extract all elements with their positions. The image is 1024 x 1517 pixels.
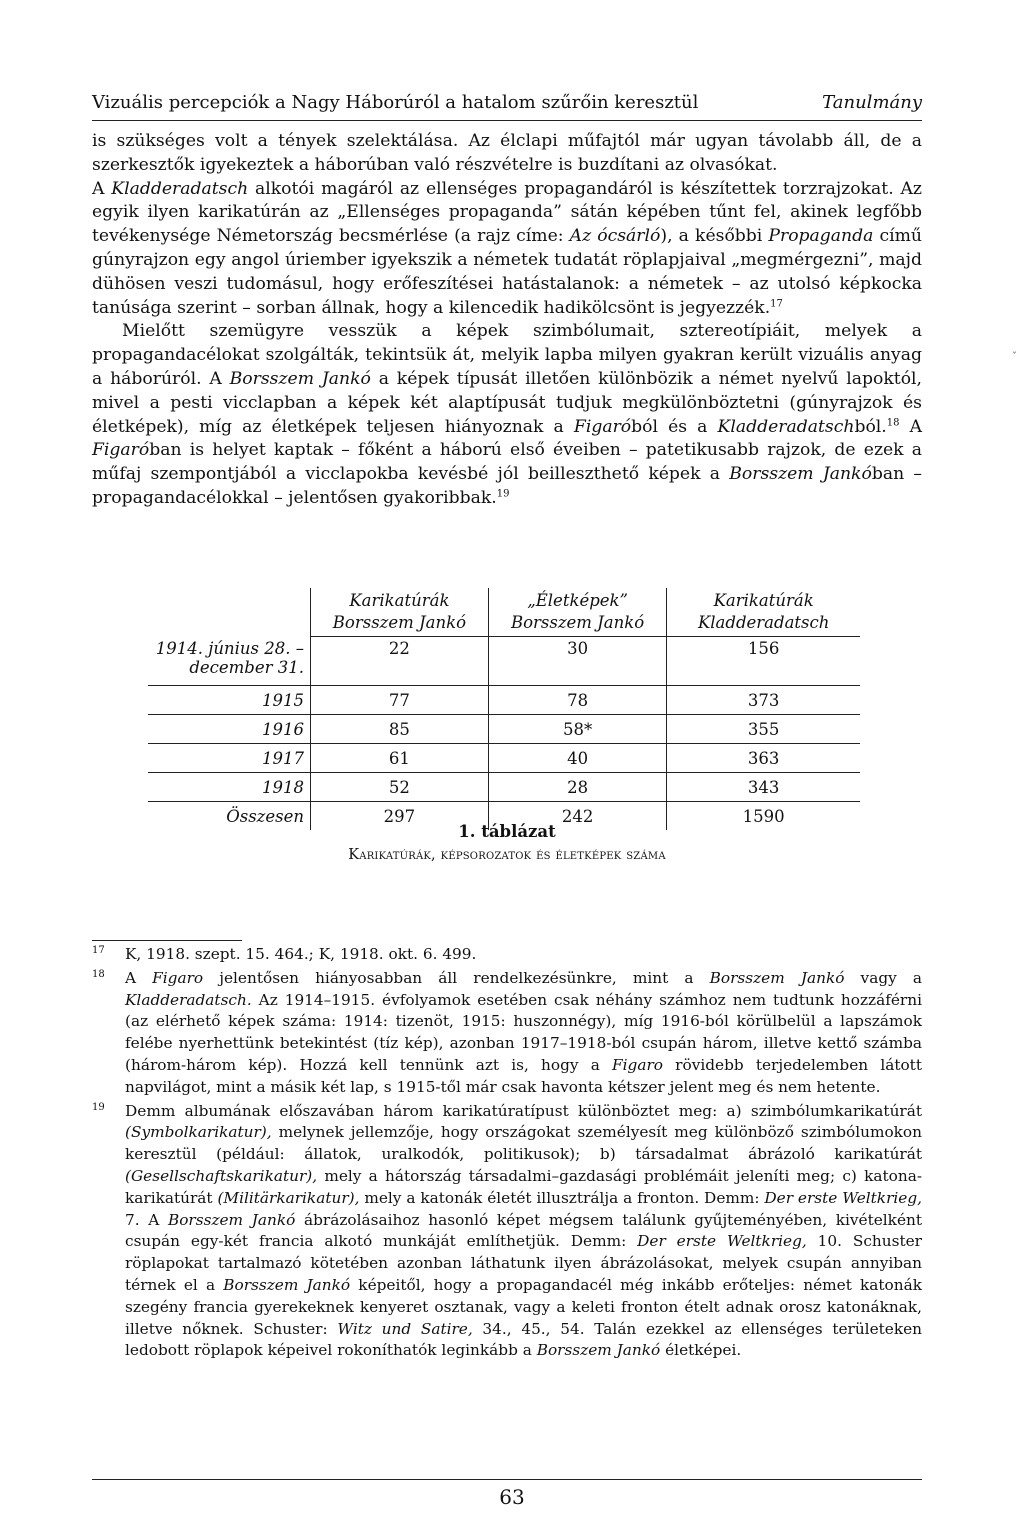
column-header: „Életképek” Borsszem Jankó xyxy=(488,588,666,637)
text-run: A xyxy=(92,178,112,199)
table-cell: 85 xyxy=(311,715,489,744)
table-row xyxy=(148,715,860,744)
text-run: jelentősen hiányosabban áll rendelkezésünkre, mint a xyxy=(203,968,710,987)
table-cell: 156 xyxy=(667,637,860,686)
paragraph xyxy=(92,320,922,510)
table-cell: 61 xyxy=(311,744,489,773)
book-title: Der erste Weltkrieg, xyxy=(637,1232,807,1251)
text-run: melynek jellemzője, hogy országokat személyesít meg különböző szimbólumokon keresztül (például: állatok, uralkodók, politikusok); b) társadalmat ábrázoló karikatúrát xyxy=(125,1123,922,1164)
paragraph xyxy=(92,130,922,178)
cartoon-title: Propaganda xyxy=(768,226,874,247)
footnote-18 xyxy=(92,968,922,1099)
footnote-ref: 18 xyxy=(886,416,900,428)
book-title: Witz und Satire, xyxy=(337,1319,473,1338)
journal-title: Borsszem Jankó xyxy=(709,968,845,987)
table-cell: 297 xyxy=(311,802,489,831)
footer-divider xyxy=(92,1479,922,1480)
footnotes xyxy=(92,944,922,1364)
footnote-mark: 19 xyxy=(92,1101,105,1113)
table-row xyxy=(148,744,860,773)
table-cell: 373 xyxy=(667,686,860,715)
text-run: című gúnyrajzon egy angol úriember igyekszik a németek tudatát röplapjaival „megmérgezni”, majd dühösen veszi tudomásul, hogy erőfeszítései hatástalanok: a németek – az utolsó képkocka tanúsága szerint – sorban állnak, hogy a kilencedik hadikölcsönt is jegyezzék. xyxy=(92,226,922,318)
journal-title: Kladderadatsch xyxy=(111,178,249,199)
journal-title: Borsszem Jankó xyxy=(223,1275,351,1294)
table-row xyxy=(148,773,860,802)
table-cell: 363 xyxy=(667,744,860,773)
footnote-ref: 17 xyxy=(770,297,783,309)
term: (Symbolkarikatur), xyxy=(125,1123,272,1142)
journal-title: Figaró xyxy=(92,440,150,461)
text-run: Demm albumának előszavában három karikatúratípust különböztet meg: a) szimbólumkarikatúrát xyxy=(125,1101,922,1120)
row-label: 1917 xyxy=(148,744,311,773)
text-run: mely a hátország társadalmi–gazdasági problémáit jeleníti meg; c) katona-karikatúrát xyxy=(125,1166,922,1207)
running-header xyxy=(92,88,922,121)
table-row xyxy=(148,637,860,686)
text-run: is szükséges volt a tények szelektálása. Az élclapi műfajtól már ugyan távolabb áll, de a szerkesztők igyekeztek a háborúban való részvételre is buzdítani az olvasókat. xyxy=(92,131,922,175)
text-run: képeitől, hogy a propagandacél még inkább erőteljes: német katonák szegény francia gyerekeknek kenyeret osztanak, vagy a keleti fronton ételt adnak orosz katonáknak, illetve nőknek. Schuster: xyxy=(125,1275,923,1338)
cartoon-title: Az ócsárló xyxy=(569,226,661,247)
paragraph xyxy=(92,178,922,321)
text-run: ból. xyxy=(854,416,887,437)
footnote-17 xyxy=(92,944,922,966)
table-cell: 22 xyxy=(311,637,489,686)
text-run: a képek típusát illetően különbözik a német nyelvű lapoktól, mivel a pesti vicclapban a képek két alaptípusát tudjuk megkülönböztetni (gúnyrajzok és életképek), míg az életképek teljesen hiányoznak a xyxy=(92,368,923,437)
table-cell: 58* xyxy=(488,715,666,744)
table-cell: 28 xyxy=(488,773,666,802)
text-run: 34., 45., 54. Talán ezekkel az ellenséges területeken ledobott röplapok képeivel rokoníthatók leginkább a xyxy=(125,1319,922,1360)
table-cell: 52 xyxy=(311,773,489,802)
journal-title: Kladderadatsch xyxy=(717,416,855,437)
table-cell: 343 xyxy=(667,773,860,802)
row-label: 1918 xyxy=(148,773,311,802)
text-run: ból és a xyxy=(631,416,718,437)
running-title: Vizuális percepciók a Nagy Háborúról a hatalom szűrőin keresztül xyxy=(92,92,699,113)
table-cell: 1590 xyxy=(667,802,860,831)
row-label: 1915 xyxy=(148,686,311,715)
journal-title: Borsszem Jankó xyxy=(536,1341,661,1360)
text-run: ), a későbbi xyxy=(660,226,769,247)
main-text xyxy=(92,130,922,511)
table-caption xyxy=(92,822,922,863)
row-label: 1914. június 28. – december 31. xyxy=(148,637,311,686)
text-run: 10. Schuster röplapokat tartalmazó kötetében azonban láthatunk ilyen ábrázolásokat, melyek csupán annyiban térnek el a xyxy=(125,1232,922,1294)
section-label: Tanulmány xyxy=(822,92,922,113)
text-run: ban is helyet kaptak – főként a háború első éveiben – patetikusabb rajzok, de ezek a műfaj szempontjából a vicclapokba kevésbé jól beilleszthető képek a xyxy=(92,440,922,485)
journal-title: Figaro xyxy=(152,968,204,987)
footnote-divider xyxy=(92,940,242,941)
footnote-text: K, 1918. szept. 15. 464.; K, 1918. okt. 6. 499. xyxy=(125,945,477,963)
text-run: mely a katonák életét illusztrálja a fronton. Demm: xyxy=(359,1188,765,1207)
table-row xyxy=(148,686,860,715)
table-cell: 40 xyxy=(488,744,666,773)
text-run: ábrázolásaihoz hasonló képet mégsem találunk gyűjteményében, kivételként csupán egy-két francia alkotó munkáját említhetjük. Demm: xyxy=(125,1210,922,1251)
text-run: A xyxy=(899,416,922,437)
table-cell: 77 xyxy=(311,686,489,715)
table-cell: 78 xyxy=(488,686,666,715)
corner-cell xyxy=(148,588,311,637)
row-label: Összesen xyxy=(226,806,304,826)
journal-title: Figaro xyxy=(612,1055,663,1074)
journal-title: Kladderadatsch. xyxy=(125,990,252,1009)
page-number: 63 xyxy=(499,1485,525,1509)
footnote-mark: 17 xyxy=(92,945,105,956)
journal-title: Borsszem Jankó xyxy=(729,464,872,485)
footnote-ref: 19 xyxy=(496,488,510,500)
text-run: alkotói magáról az ellenséges propagandáról is készítettek torzrajzokat. Az egyik ilyen karikatúrán az „Ellenséges propaganda” sátán képében tűnt fel, akinek legfőbb tevékenysége Németország becsmérlése (a rajz címe: xyxy=(92,178,922,247)
text-run: 7. A xyxy=(125,1210,168,1229)
text-run: életképei. xyxy=(660,1341,742,1360)
column-header: Karikatúrák Borsszem Jankó xyxy=(311,588,489,637)
row-label: 1916 xyxy=(148,715,311,744)
footnote-19 xyxy=(92,1101,922,1363)
book-title: Der erste Weltkrieg, xyxy=(764,1188,922,1207)
journal-title: Figaró xyxy=(573,416,632,437)
table-cell: 242 xyxy=(488,802,666,831)
text-run: vagy a xyxy=(844,968,922,987)
footnote-mark: 18 xyxy=(92,968,105,980)
table-header-row xyxy=(148,588,860,637)
statistics-table xyxy=(148,588,860,830)
table-title: Karikatúrák, képsorozatok és életképek száma xyxy=(348,847,666,863)
text-run: A xyxy=(125,968,153,987)
journal-title: Borsszem Jankó xyxy=(167,1210,296,1229)
stray-mark: ˇ xyxy=(1012,352,1017,363)
text-run: Mielőtt szemügyre vesszük a képek szimbólumait, sztereotípiáit, melyek a propagandacélokat szolgálták, tekintsük át, melyik lapba milyen gyakran került vizuális anyag a háborúról. A xyxy=(92,321,922,389)
table-cell: 30 xyxy=(488,637,666,686)
table-number: 1. táblázat xyxy=(458,822,556,841)
table-cell: 355 xyxy=(667,715,860,744)
text-run: Az 1914–1915. évfolyamok esetében csak néhány számhoz nem tudtunk hozzáférni (az elérhető képek száma: 1914: tizenöt, 1915: huszonnégy), míg 1916-ból körülbelül a lapszámok felébe nyerhettünk betekintést (tíz kép), azonban 1917–1918-ból csupán három, illetve kettő számba (három-három kép). Hozzá kell tennünk azt is, hogy a xyxy=(125,990,922,1074)
text-run: rövidebb terjedelemben látott napvilágot, mint a másik két lap, s 1915-től már csak havonta kétszer jelent meg és nem hetente. xyxy=(125,1055,922,1096)
column-header: Karikatúrák Kladderadatsch xyxy=(667,588,860,637)
text-run: ban – propagandacélokkal – jelentősen gyakoribbak. xyxy=(92,464,922,508)
term: (Militärkarikatur), xyxy=(217,1188,360,1207)
journal-title: Borsszem Jankó xyxy=(229,368,371,389)
term: (Gesellschaftskarikatur), xyxy=(125,1166,318,1185)
